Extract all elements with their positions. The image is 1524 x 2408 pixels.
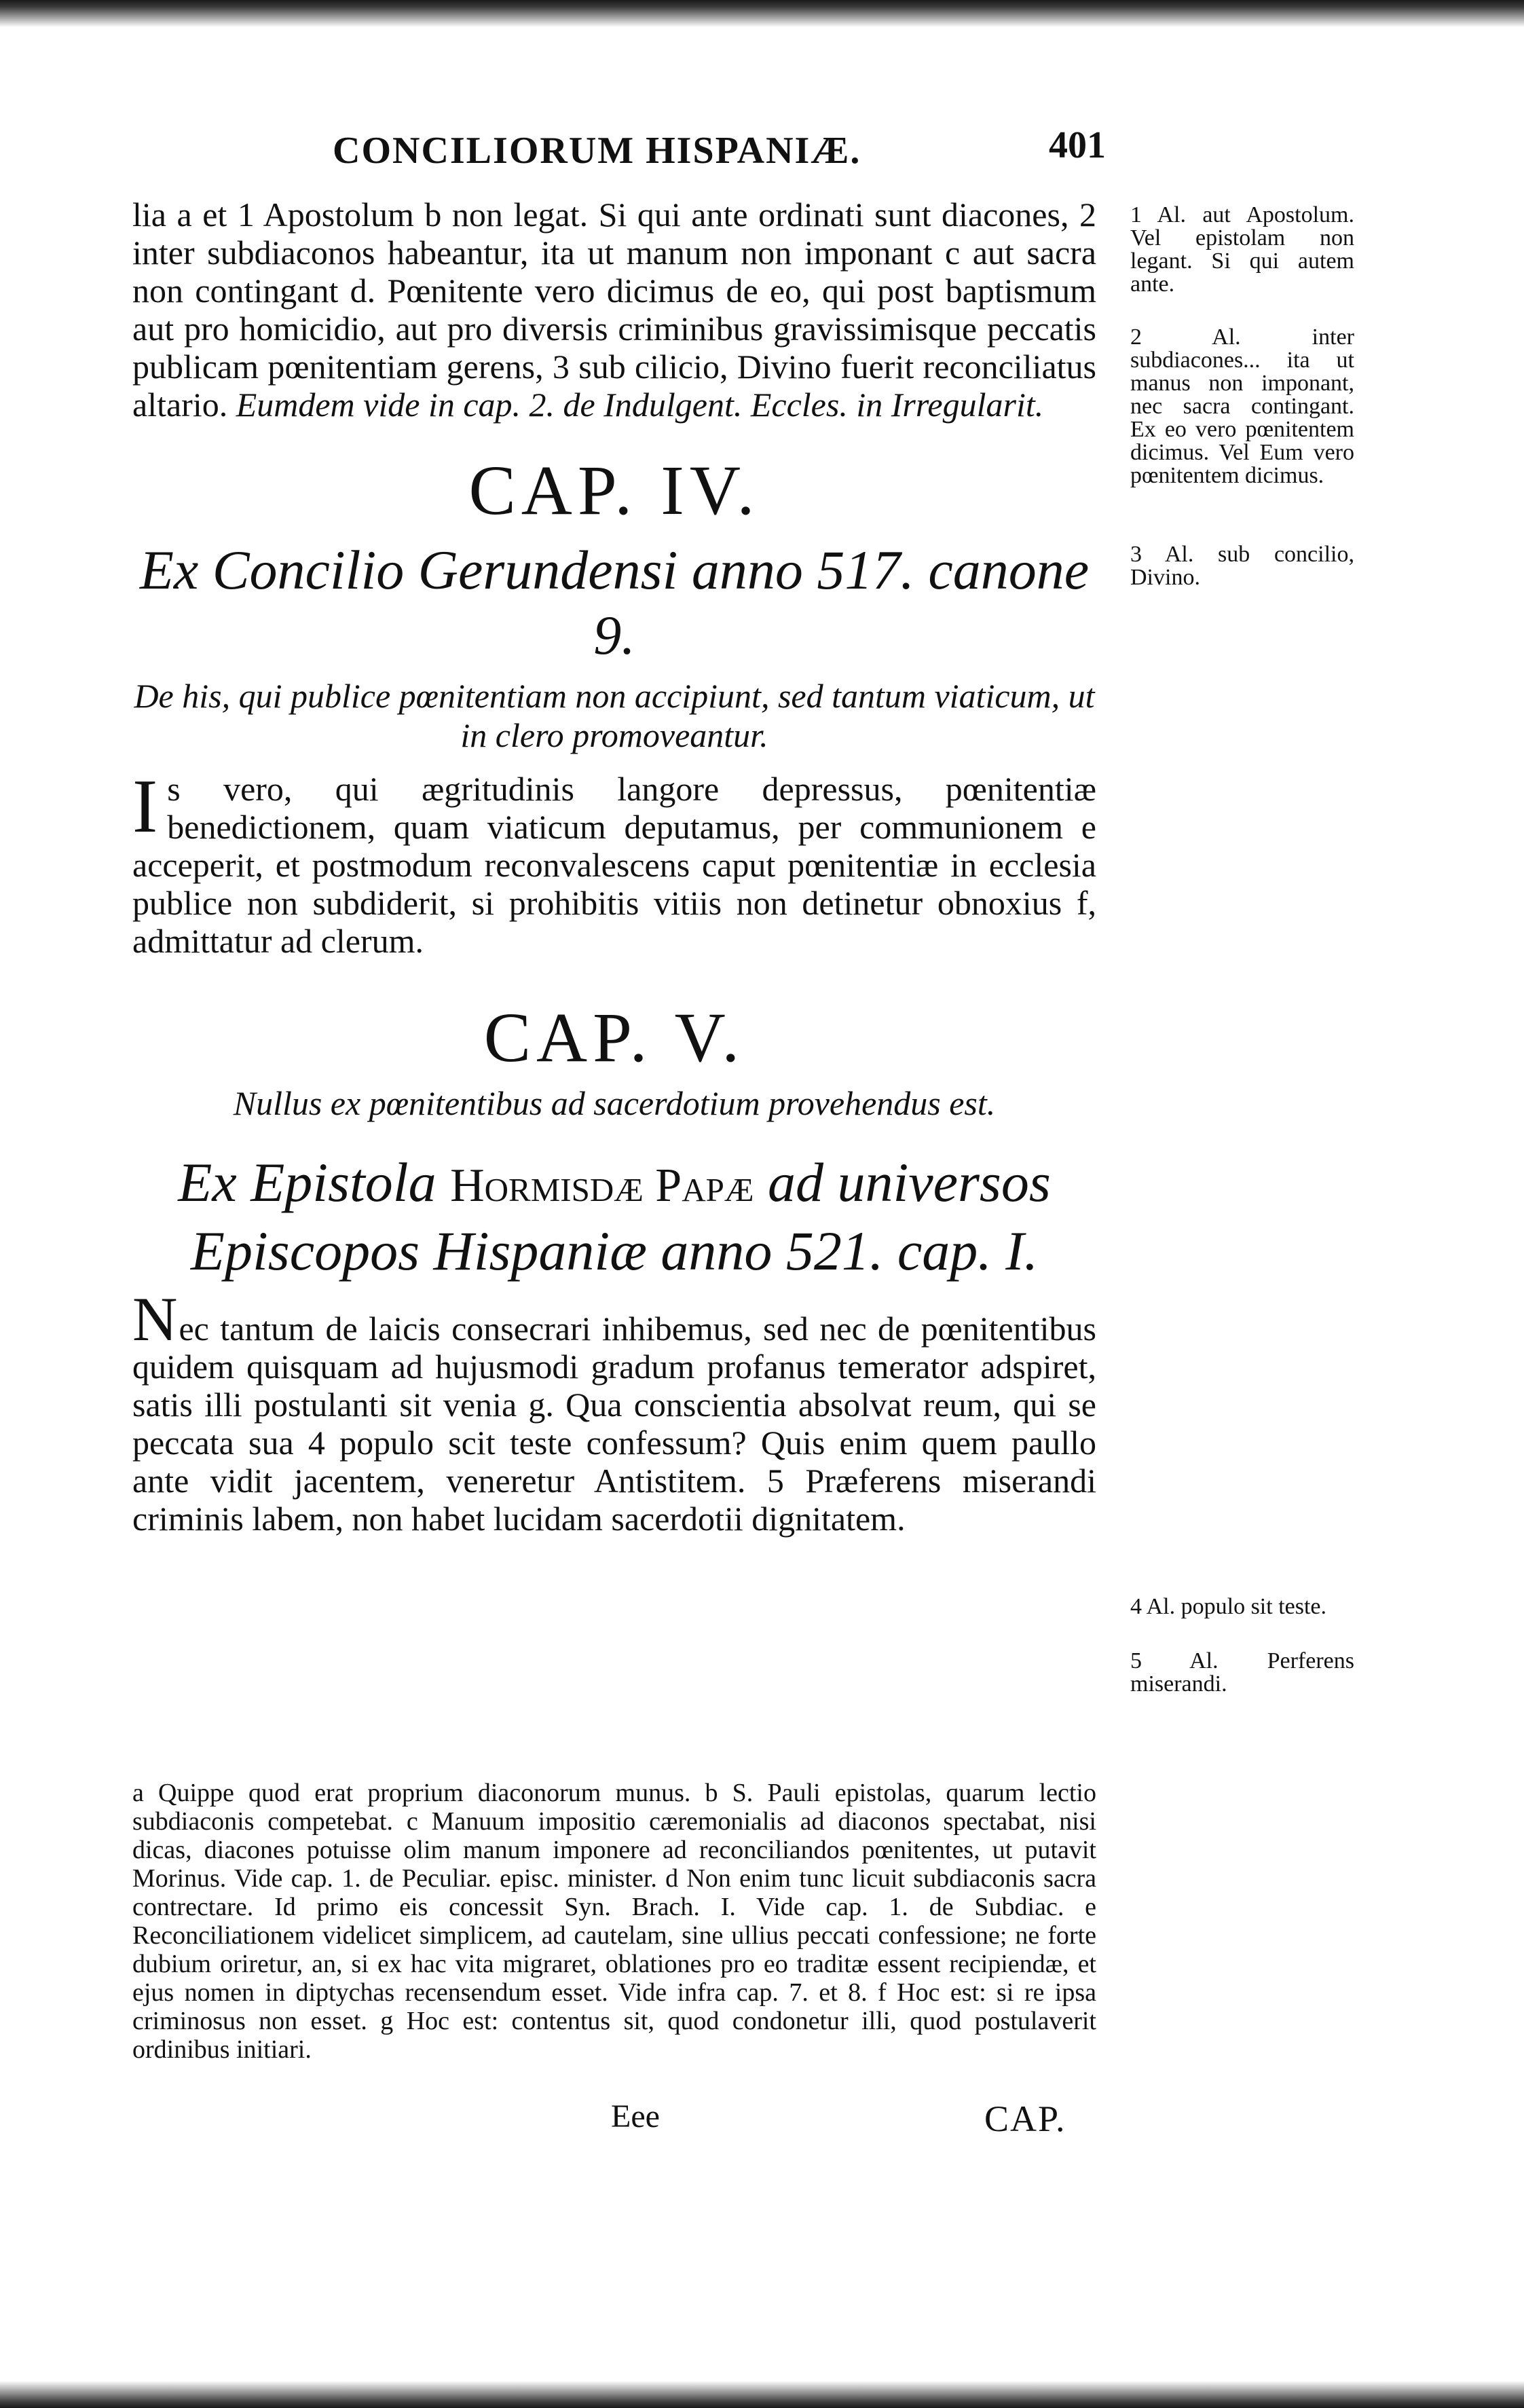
chapter-source-5-part-a: Ex Epistola — [178, 1151, 436, 1213]
chapter-5-paragraph — [132, 1284, 1096, 1538]
chapter-source-5 — [132, 1150, 1096, 1284]
chapter-source-4: Ex Concilio Gerundensi anno 517. canone 9. — [139, 539, 1090, 666]
chapter-4-paragraph — [132, 764, 1096, 960]
chapter-source-5-pope: Hormisdæ Papæ — [450, 1160, 754, 1212]
chapter-heading-5: CAP. V. — [483, 999, 745, 1077]
continued-paragraph — [132, 196, 1096, 424]
margin-note-1: 1 Al. aut Apostolum. Vel epistolam non legant. Si qui autem ante. — [1130, 202, 1354, 297]
chapter-5-text: ec tantum de laicis consecrari inhibemus, sed nec de pœnitentibus quidem quisquam ad hujusmodi gradum profanus temerator adspiret, satis illi postulanti sit venia g. Qua conscientia absolvat reum, qui se peccata sua 4 populo scit teste confessum? Quis enim quem paullo ante vidit jacentem, veneretur Antistitem. 5 Præferens miserandi criminis labem, non habet lucidam sacerdotii dignitatem. — [132, 1310, 1096, 1538]
footnotes-text: a Quippe quod erat proprium diaconorum munus. b S. Pauli epistolas, quarum lectio subdiaconis competebat. c Manuum impositio cæremonialis ad diaconos spectabat, nisi dicas, diacones potuisse olim manum imponere ad reconciliandos pœnitentes, ut putavit Morinus. Vide cap. 1. de Peculiar. episc. minister. d Non enim tunc licuit subdiaconis sacra contrectare. Id primo eis concessit Syn. Brach. I. Vide cap. 1. de Subdiac. e Reconciliationem videlicet simplicem, ad cautelam, sine ullius peccati confessione; ne forte dubium oriretur, an, si ex hac vita migraret, oblationes pro eo traditæ essent recipiendæ, et ejus nomen in diptychas recensendum esset. Vide infra cap. 7. et 8. f Hoc est: si re ipsa criminosus non esset. g Hoc est: contentus sit, quod condonetur illi, quod postulaverit ordinibus initiari. — [132, 1779, 1096, 2064]
catchword: CAP. — [984, 2098, 1066, 2139]
main-text-column — [132, 196, 1096, 1538]
continued-paragraph-text: lia a et 1 Apostolum b non legat. Si qui ante ordinati sunt diacones, 2 inter subdiaconos habeantur, ita ut manum non imponant c aut sacra non contingant d. Pœnitente vero dicimus de eo, qui post baptismum aut pro homicidio, aut pro diversis criminibus gravissimisque peccatis publicam pœnitentiam gerens, 3 sub cilicio, Divino fuerit reconciliatus altario. — [132, 196, 1096, 424]
footnotes — [132, 1779, 1096, 2064]
margin-note-4: 4 Al. populo sit teste. — [1130, 1594, 1326, 1619]
chapter-heading-4: CAP. IV. — [468, 451, 760, 530]
chapter-source-5-part-c: Episcopos Hispaniæ anno 521. cap. I. — [190, 1220, 1039, 1282]
initial-letter-i: I — [132, 764, 158, 849]
cross-reference: Eumdem vide in cap. 2. de Indulgent. Eccles. in Irregularit. — [236, 386, 1044, 424]
chapter-source-5-part-b: ad universos — [767, 1151, 1051, 1213]
margin-note-5: 5 Al. Perferens miserandi. — [1130, 1648, 1354, 1697]
signature-mark: Eee — [611, 2098, 660, 2134]
chapter-title-4: De his, qui publice pœnitentiam non accipiunt, sed tantum viaticum, ut in clero promoveantur. — [134, 677, 1095, 754]
running-title: CONCILIORUM HISPANIÆ. — [333, 130, 861, 172]
chapter-4-text: s vero, qui ægritudinis langore depressus, pœnitentiæ benedictionem, quam viaticum deputamus, per communionem e acceperit, et postmodum reconvalescens caput pœnitentiæ in ecclesia publice non subdiderit, si prohibitis vitiis non detinetur obnoxius f, admittatur ad clerum. — [132, 770, 1096, 960]
chapter-title-5: Nullus ex pœnitentibus ad sacerdotium provehendus est. — [233, 1084, 996, 1122]
page-number: 401 — [1049, 124, 1106, 166]
margin-note-2: 2 Al. inter subdiacones... ita ut manus non imponant, nec sacra contingant. Ex eo vero pœnitentem dicimus. Vel Eum vero pœnitentem dicimus. — [1130, 325, 1354, 488]
initial-letter-n: N — [132, 1284, 178, 1354]
margin-note-3: 3 Al. sub concilio, Divino. — [1130, 542, 1354, 590]
